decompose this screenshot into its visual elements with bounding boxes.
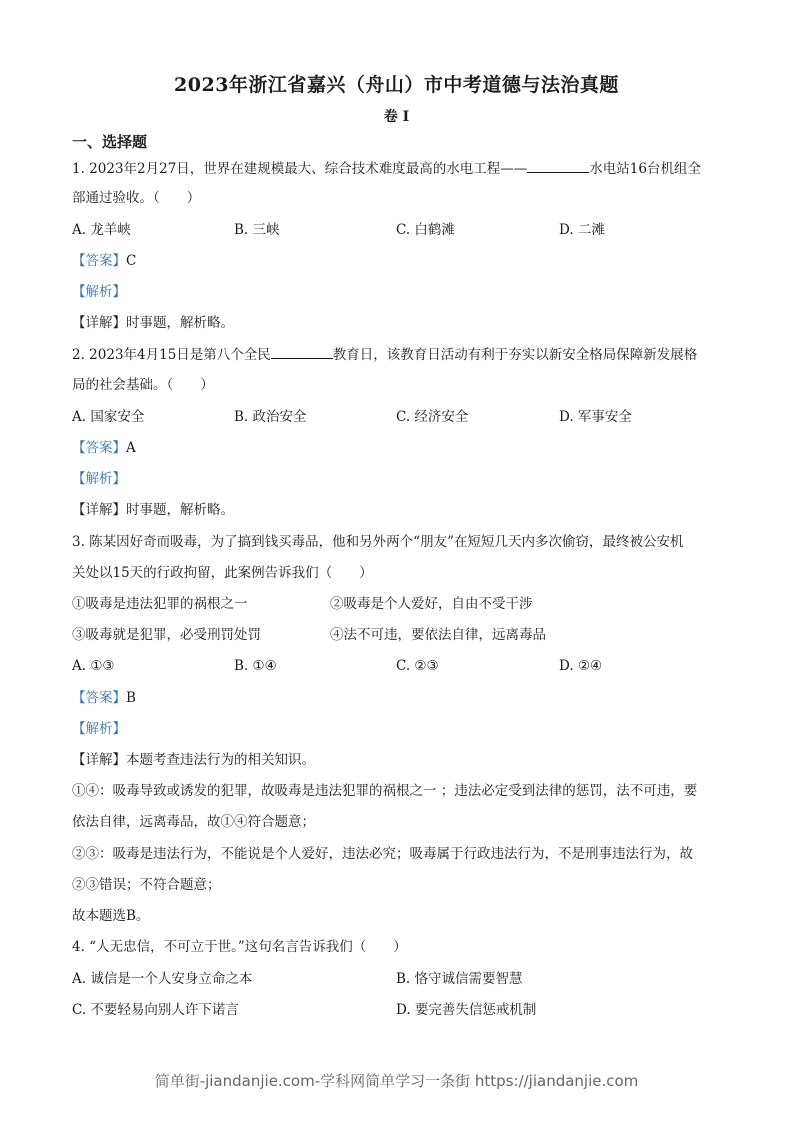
question-3-option-b: B. ①④ [234, 658, 277, 674]
question-3-explanation-line-2: 依法自律，远离毒品，故①④符合题意； [72, 814, 315, 830]
question-3-detail: 【详解】本题考查违法行为的相关知识。 [72, 752, 315, 768]
question-1-option-d: D. 二滩 [559, 222, 605, 238]
question-1-text-line-1 [72, 160, 701, 178]
question-1-analysis-label: 【解析】 [72, 284, 126, 300]
question-4-option-c: C. 不要轻易向别人许下诺言 [72, 1002, 239, 1018]
question-3-option-a: A. ①③ [72, 658, 115, 674]
question-3-statement-4: ④法不可违，要依法自律，远离毒品 [330, 627, 546, 643]
answer-value: A [126, 440, 136, 456]
question-2-text-line-1 [72, 346, 697, 364]
question-1-option-c: C. 白鹤滩 [396, 222, 455, 238]
question-1-detail: 【详解】时事题，解析略。 [72, 315, 234, 331]
page-title: 2023年浙江省嘉兴（舟山）市中考道德与法治真题 [174, 74, 619, 96]
question-3-text-line-1: 3. 陈某因好奇而吸毒，为了搞到钱买毒品，他和另外两个“朋友”在短短几天内多次偷窃，最终被公安机 [72, 534, 684, 550]
question-4-option-b: B. 恪守诚信需要智慧 [396, 971, 523, 987]
question-1-text-part-a: 1. 2023年2月27日，世界在建规模最大、综合技术难度最高的水电工程—— [72, 161, 528, 177]
answer-label: 【答案】 [72, 440, 126, 456]
question-2-answer [72, 439, 136, 457]
question-3-option-c: C. ②③ [396, 658, 439, 674]
question-1-option-a: A. 龙羊峡 [72, 222, 131, 238]
answer-value: B [126, 690, 136, 706]
question-2-option-a: A. 国家安全 [72, 409, 145, 425]
question-2-option-c: C. 经济安全 [396, 409, 469, 425]
question-3-text-line-2: 关处以15天的行政拘留，此案例告诉我们（ ） [72, 565, 373, 581]
question-1-text-line-2: 部通过验收。（ ） [72, 190, 201, 206]
question-2-analysis-label: 【解析】 [72, 471, 126, 487]
question-3-answer [72, 689, 136, 707]
answer-blank [271, 346, 333, 359]
answer-value: C [126, 253, 137, 269]
question-2-text-part-a: 2. 2023年4月15日是第八个全民 [72, 347, 271, 363]
question-1-answer [72, 252, 136, 270]
question-3-explanation-line-1: ①④：吸毒导致或诱发的犯罪，故吸毒是违法犯罪的祸根之一 ；违法必定受到法律的惩罚，法不可违，要 [72, 783, 698, 799]
watermark-footer: 简单街-jiandanjie.com-学科网简单学习一条街 https://jiandanjie.com [154, 1072, 639, 1090]
question-3-option-d: D. ②④ [559, 658, 603, 674]
question-3-analysis-label: 【解析】 [72, 721, 126, 737]
question-2-detail: 【详解】时事题，解析略。 [72, 502, 234, 518]
question-2-text-line-2: 局的社会基础。（ ） [72, 377, 214, 393]
section-heading: 一、选择题 [72, 133, 148, 151]
answer-label: 【答案】 [72, 690, 126, 706]
question-3-statement-3: ③吸毒就是犯罪，必受刑罚处罚 [72, 627, 261, 643]
question-4-option-a: A. 诚信是一个人安身立命之本 [72, 971, 253, 987]
question-3-explanation-line-4: ②③错误；不符合题意； [72, 877, 221, 893]
paper-volume-label: 卷 I [383, 109, 410, 125]
answer-blank [527, 160, 589, 173]
question-3-statement-2: ②吸毒是个人爱好，自由不受干涉 [330, 596, 533, 612]
question-2-option-d: D. 军事安全 [559, 409, 632, 425]
question-4-option-d: D. 要完善失信惩戒机制 [396, 1002, 537, 1018]
question-3-conclusion: 故本题选B。 [72, 908, 150, 924]
question-1-text-part-b: 水电站16台机组全 [589, 161, 701, 177]
question-4-text-line-1: 4. “人无忠信，不可立于世。”这句名言告诉我们（ ） [72, 939, 407, 955]
answer-label: 【答案】 [72, 253, 126, 269]
question-2-text-part-b: 教育日，该教育日活动有利于夯实以新安全格局保障新发展格 [332, 347, 698, 363]
question-1-option-b: B. 三峡 [234, 222, 280, 238]
question-2-option-b: B. 政治安全 [234, 409, 307, 425]
question-3-explanation-line-3: ②③：吸毒是违法行为，不能说是个人爱好，违法必究；吸毒属于行政违法行为，不是刑事违法行为，故 [72, 846, 693, 862]
question-3-statement-1: ①吸毒是违法犯罪的祸根之一 [72, 596, 248, 612]
